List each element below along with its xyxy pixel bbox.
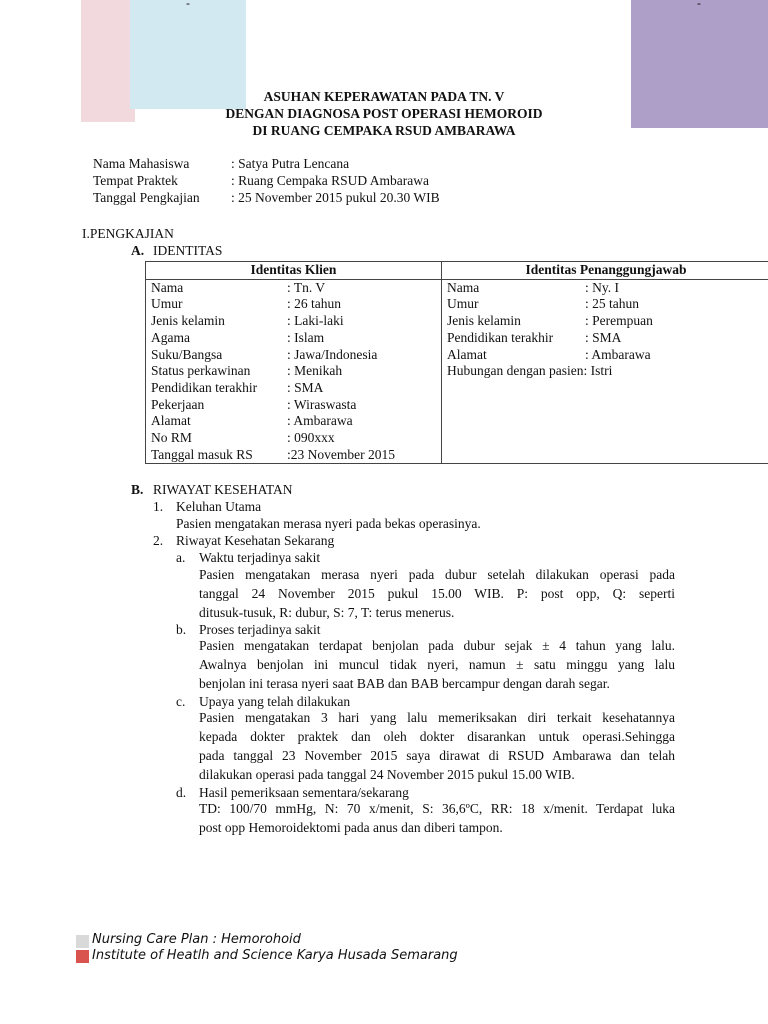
klien-value: : 26 tahun bbox=[287, 296, 341, 312]
info-label-tempat: Tempat Praktek bbox=[93, 173, 178, 188]
section-b-letter: B. bbox=[131, 482, 144, 497]
header-dash-left: - bbox=[186, 0, 190, 10]
klien-key: Alamat bbox=[151, 413, 191, 429]
sub-c-letter: c. bbox=[176, 694, 186, 709]
pj-cell bbox=[442, 279, 768, 464]
section-b-title: RIWAYAT KESEHATAN bbox=[153, 482, 293, 497]
sub-a-title: Waktu terjadinya sakit bbox=[199, 550, 321, 565]
klien-row bbox=[151, 313, 436, 330]
klien-key: Agama bbox=[151, 329, 190, 345]
header-dash-right: - bbox=[697, 0, 701, 10]
sub-c-line: kepada dokter praktek dan oleh dokter disarankan untuk operasi.Sehingga bbox=[199, 729, 675, 744]
sub-a-line: Pasien mengatakan merasa nyeri pada dubur setelah dilakukan operasi pada bbox=[199, 567, 675, 582]
pj-row bbox=[447, 330, 765, 347]
identity-table bbox=[145, 261, 768, 464]
info-value-tempat: : Ruang Cempaka RSUD Ambarawa bbox=[231, 173, 429, 188]
klien-row bbox=[151, 413, 436, 430]
klien-row bbox=[151, 447, 436, 464]
info-label-nama: Nama Mahasiswa bbox=[93, 156, 190, 171]
identity-table-header bbox=[146, 262, 768, 280]
section-a-title: IDENTITAS bbox=[153, 243, 223, 258]
sub-c-paragraph bbox=[199, 708, 675, 784]
footer-box-grey bbox=[76, 935, 89, 948]
sub-a-paragraph bbox=[199, 565, 675, 622]
pj-relation: Hubungan dengan pasien: Istri bbox=[447, 363, 613, 379]
footer-line-2: Institute of Heatlh and Science Karya Husada Semarang bbox=[92, 948, 458, 963]
sub-a-line: ditusuk-tusuk, R: dubur, S: 7, T: terus menerus. bbox=[199, 605, 455, 620]
b1-text: Pasien mengatakan merasa nyeri pada bekas operasinya. bbox=[176, 516, 481, 531]
info-value-tanggal: : 25 November 2015 pukul 20.30 WIB bbox=[231, 190, 440, 205]
sub-b-paragraph bbox=[199, 636, 675, 693]
klien-value: : Tn. V bbox=[287, 279, 326, 295]
sub-b-line: Pasien mengatakan terdapat benjolan pada dubur sejak ± 4 tahun yang lalu. bbox=[199, 638, 675, 653]
sub-b-line: benjolan ini terasa nyeri saat BAB dan BAB bercampur dengan darah segar. bbox=[199, 676, 610, 691]
pj-value: : Ny. I bbox=[585, 279, 619, 295]
klien-row bbox=[151, 330, 436, 347]
pj-row bbox=[447, 313, 765, 330]
sub-c-line: pada tanggal 23 November 2015 saya dirawat di RSUD Ambarawa dan telah bbox=[199, 748, 675, 763]
b1-title: Keluhan Utama bbox=[176, 499, 262, 514]
sub-c-title: Upaya yang telah dilakukan bbox=[199, 694, 351, 709]
sub-d-letter: d. bbox=[176, 785, 187, 800]
pj-value: : SMA bbox=[585, 329, 622, 345]
klien-key: No RM bbox=[151, 430, 192, 446]
doc-title-line-2: DENGAN DIAGNOSA POST OPERASI HEMOROID bbox=[225, 106, 543, 121]
klien-value: :23 November 2015 bbox=[287, 446, 395, 462]
sub-b-letter: b. bbox=[176, 622, 187, 637]
pj-value: : Perempuan bbox=[585, 313, 653, 329]
pj-value: : Ambarawa bbox=[585, 346, 651, 362]
sub-d-line: TD: 100/70 mmHg, N: 70 x/menit, S: 36,6ºC, RR: 18 x/menit. Terdapat luka bbox=[199, 801, 675, 816]
klien-row bbox=[151, 397, 436, 414]
klien-key: Pekerjaan bbox=[151, 396, 205, 412]
klien-key: Pendidikan terakhir bbox=[151, 379, 258, 395]
klien-key: Suku/Bangsa bbox=[151, 346, 223, 362]
klien-row bbox=[151, 380, 436, 397]
klien-value: : Islam bbox=[287, 329, 325, 345]
doc-title-line-1: ASUHAN KEPERAWATAN PADA TN. V bbox=[263, 89, 505, 104]
pj-key: Alamat bbox=[447, 346, 487, 362]
klien-value: : Menikah bbox=[287, 363, 343, 379]
klien-key: Nama bbox=[151, 279, 184, 295]
klien-key: Tanggal masuk RS bbox=[151, 446, 253, 462]
sub-b-line: Awalnya benjolan ini muncul tidak nyeri, namun ± satu minggu yang lalu bbox=[199, 657, 675, 672]
klien-row bbox=[151, 363, 436, 380]
klien-value: : SMA bbox=[287, 379, 324, 395]
klien-key: Status perkawinan bbox=[151, 363, 251, 379]
klien-value: : Ambarawa bbox=[287, 413, 353, 429]
pj-value: : 25 tahun bbox=[585, 296, 639, 312]
klien-key: Jenis kelamin bbox=[151, 313, 225, 329]
section-pengkajian: I.PENGKAJIAN bbox=[82, 226, 174, 241]
header-identitas-klien: Identitas Klien bbox=[146, 262, 442, 280]
b2-number: 2. bbox=[153, 533, 164, 548]
sub-c-line: dilakukan operasi pada tanggal 24 November 2015 pukul 15.00 WIB. bbox=[199, 767, 575, 782]
klien-cell bbox=[146, 279, 442, 464]
pj-row bbox=[447, 280, 765, 297]
identity-table-body bbox=[146, 279, 768, 464]
klien-value: : Laki-laki bbox=[287, 313, 344, 329]
section-a-letter: A. bbox=[131, 243, 145, 258]
sub-d-paragraph bbox=[199, 799, 675, 837]
info-value-nama: : Satya Putra Lencana bbox=[231, 156, 350, 171]
klien-value: : Wiraswasta bbox=[287, 396, 357, 412]
klien-row bbox=[151, 296, 436, 313]
sub-a-letter: a. bbox=[176, 550, 186, 565]
pj-key: Jenis kelamin bbox=[447, 313, 521, 329]
pj-key: Pendidikan terakhir bbox=[447, 329, 554, 345]
pj-key: Nama bbox=[447, 279, 480, 295]
pj-key: Umur bbox=[447, 296, 479, 312]
sub-d-title: Hasil pemeriksaan sementara/sekarang bbox=[199, 785, 409, 800]
doc-title-line-3: DI RUANG CEMPAKA RSUD AMBARAWA bbox=[252, 123, 516, 138]
pj-row bbox=[447, 296, 765, 313]
klien-row bbox=[151, 347, 436, 364]
b1-number: 1. bbox=[153, 499, 164, 514]
header-identitas-pj: Identitas Penanggungjawab bbox=[442, 262, 768, 280]
klien-row bbox=[151, 430, 436, 447]
footer-line-1: Nursing Care Plan : Hemorohoid bbox=[92, 932, 301, 947]
klien-value: : 090xxx bbox=[287, 430, 335, 446]
klien-row bbox=[151, 280, 436, 297]
pj-row bbox=[447, 347, 765, 364]
sub-a-line: tanggal 24 November 2015 pukul 15.00 WIB. P: post opp, Q: seperti bbox=[199, 586, 675, 601]
klien-value: : Jawa/Indonesia bbox=[287, 346, 378, 362]
klien-key: Umur bbox=[151, 296, 183, 312]
b2-title: Riwayat Kesehatan Sekarang bbox=[176, 533, 335, 548]
sub-c-line: Pasien mengatakan 3 hari yang lalu memeriksakan diri terkait kesehatannya bbox=[199, 710, 675, 725]
sub-d-line: post opp Hemoroidektomi pada anus dan diberi tampon. bbox=[199, 820, 503, 835]
info-label-tanggal: Tanggal Pengkajian bbox=[93, 190, 200, 205]
sub-b-title: Proses terjadinya sakit bbox=[199, 622, 321, 637]
footer-box-red bbox=[76, 950, 89, 963]
